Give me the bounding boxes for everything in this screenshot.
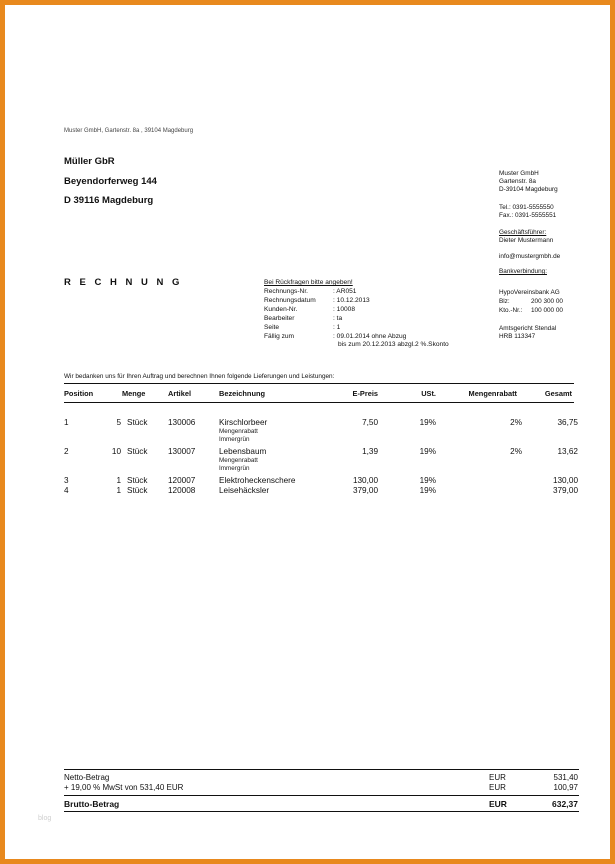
invoice-label-number: Rechnungs-Nr.: [264, 288, 308, 295]
header-bezeichnung: Bezeichnung: [219, 389, 265, 398]
row-epreis: 379,00: [352, 486, 378, 495]
header-gesamt: Gesamt: [544, 389, 572, 398]
row-position: 1: [64, 418, 69, 427]
header-ust: USt.: [421, 389, 436, 398]
row-gesamt: 13,62: [557, 447, 578, 456]
invoice-label-customer: Kunden-Nr.: [264, 306, 298, 313]
invoice-value-page: : 1: [333, 324, 341, 331]
company-tel: Tel.: 0391-5555550: [499, 204, 554, 211]
row-epreis: 1,39: [362, 447, 378, 456]
row-menge: 10: [111, 447, 121, 456]
row-epreis: 7,50: [362, 418, 378, 427]
row-position: 4: [64, 486, 69, 495]
table-header-rule: [64, 402, 574, 403]
row-sub-desc: Immergrün: [219, 465, 250, 472]
row-gesamt: 379,00: [552, 486, 578, 495]
brutto-currency: EUR: [489, 799, 507, 809]
invoice-value-due: : 09.01.2014 ohne Abzug: [333, 333, 407, 340]
header-position: Position: [64, 389, 94, 398]
header-mengenrabatt: Mengenrabatt: [468, 389, 517, 398]
company-street: Gartenstr. 8a: [499, 178, 536, 185]
row-ust: 19%: [419, 486, 436, 495]
netto-value: 531,40: [553, 773, 578, 782]
company-name: Muster GmbH: [499, 170, 539, 177]
mwst-value: 100,97: [553, 783, 578, 792]
row-position: 3: [64, 476, 69, 485]
row-ust: 19%: [419, 447, 436, 456]
row-einheit: Stück: [127, 476, 148, 485]
brutto-value: 632,37: [552, 799, 578, 809]
row-bezeichnung: Elektroheckenschere: [219, 476, 296, 485]
company-city: D-39104 Magdeburg: [499, 186, 558, 193]
recipient-name: Müller GbR: [64, 156, 115, 167]
row-rabatt: 2%: [510, 418, 522, 427]
blz-label: Blz:: [499, 298, 510, 305]
row-artikel: 120008: [168, 486, 196, 495]
invoice-value-date: : 10.12.2013: [333, 297, 370, 304]
row-gesamt: 130,00: [552, 476, 578, 485]
row-position: 2: [64, 447, 69, 456]
kto-label: Kto.-Nr.:: [499, 307, 523, 314]
invoice-label-date: Rechnungsdatum: [264, 297, 316, 304]
court-name: Amtsgericht Stendal: [499, 325, 557, 332]
row-menge: 5: [116, 418, 121, 427]
blz-value: 200 300 00: [531, 298, 563, 305]
row-artikel: 130006: [168, 418, 196, 427]
invoice-value-number: : AR051: [333, 288, 357, 295]
row-epreis: 130,00: [352, 476, 378, 485]
row-ust: 19%: [419, 418, 436, 427]
row-sub-rabatt: Mengenrabatt: [219, 457, 258, 464]
row-einheit: Stück: [127, 418, 148, 427]
invoice-skonto-line: bis zum 20.12.2013 abzgl.2 %.Skonto: [338, 341, 449, 348]
row-menge: 1: [116, 486, 121, 495]
recipient-city: D 39116 Magdeburg: [64, 195, 154, 206]
row-ust: 19%: [419, 476, 436, 485]
company-email: info@mustergmbh.de: [499, 253, 561, 260]
row-bezeichnung: Leisehäcksler: [219, 486, 270, 495]
brutto-label: Brutto-Betrag: [64, 799, 120, 809]
row-bezeichnung: Lebensbaum: [219, 447, 267, 456]
recipient-street: Beyendorferweg 144: [64, 176, 157, 187]
company-fax: Fax.: 0391-5555551: [499, 212, 557, 219]
table-top-rule: [64, 383, 574, 384]
sender-return-line: Muster GmbH, Gartenstr. 8a , 39104 Magdeburg: [64, 128, 194, 134]
row-gesamt: 36,75: [557, 418, 578, 427]
row-artikel: 130007: [168, 447, 196, 456]
row-rabatt: 2%: [510, 447, 522, 456]
managing-director-label: Geschäftsführer:: [499, 229, 547, 236]
invoice-info-heading: Bei Rückfragen bitte angeben!: [264, 279, 353, 286]
invoice-value-clerk: : ta: [333, 315, 343, 322]
invoice-label-due: Fällig zum: [264, 333, 295, 340]
kto-value: 100 000 00: [531, 307, 563, 314]
totals-bottom-rule: [64, 811, 579, 812]
totals-top-rule: [64, 769, 579, 770]
header-menge: Menge: [122, 389, 146, 398]
mwst-currency: EUR: [489, 783, 506, 792]
row-menge: 1: [116, 476, 121, 485]
row-artikel: 120007: [168, 476, 196, 485]
invoice-value-customer: : 10008: [333, 306, 355, 313]
row-einheit: Stück: [127, 486, 148, 495]
totals-brutto-rule: [64, 795, 579, 796]
row-sub-rabatt: Mengenrabatt: [219, 428, 258, 435]
header-artikel: Artikel: [168, 389, 192, 398]
row-bezeichnung: Kirschlorbeer: [219, 418, 268, 427]
header-epreis: E-Preis: [352, 389, 378, 398]
netto-currency: EUR: [489, 773, 506, 782]
hrb-number: HRB 113347: [499, 333, 536, 340]
document-title: R E C H N U N G: [64, 277, 183, 288]
invoice-label-clerk: Bearbeiter: [264, 315, 295, 322]
watermark-text: blog: [38, 815, 52, 822]
netto-label: Netto-Betrag: [64, 773, 110, 782]
managing-director-name: Dieter Mustermann: [499, 237, 554, 244]
mwst-label: + 19,00 % MwSt von 531,40 EUR: [64, 783, 184, 792]
bank-name: HypoVereinsbank AG: [499, 289, 560, 296]
intro-text: Wir bedanken uns für Ihren Auftrag und berechnen Ihnen folgende Lieferungen und Leistungen:: [64, 373, 335, 380]
row-einheit: Stück: [127, 447, 148, 456]
row-sub-desc: Immergrün: [219, 436, 250, 443]
bank-label: Bankverbindung:: [499, 268, 547, 275]
invoice-label-page: Seite: [264, 324, 280, 331]
